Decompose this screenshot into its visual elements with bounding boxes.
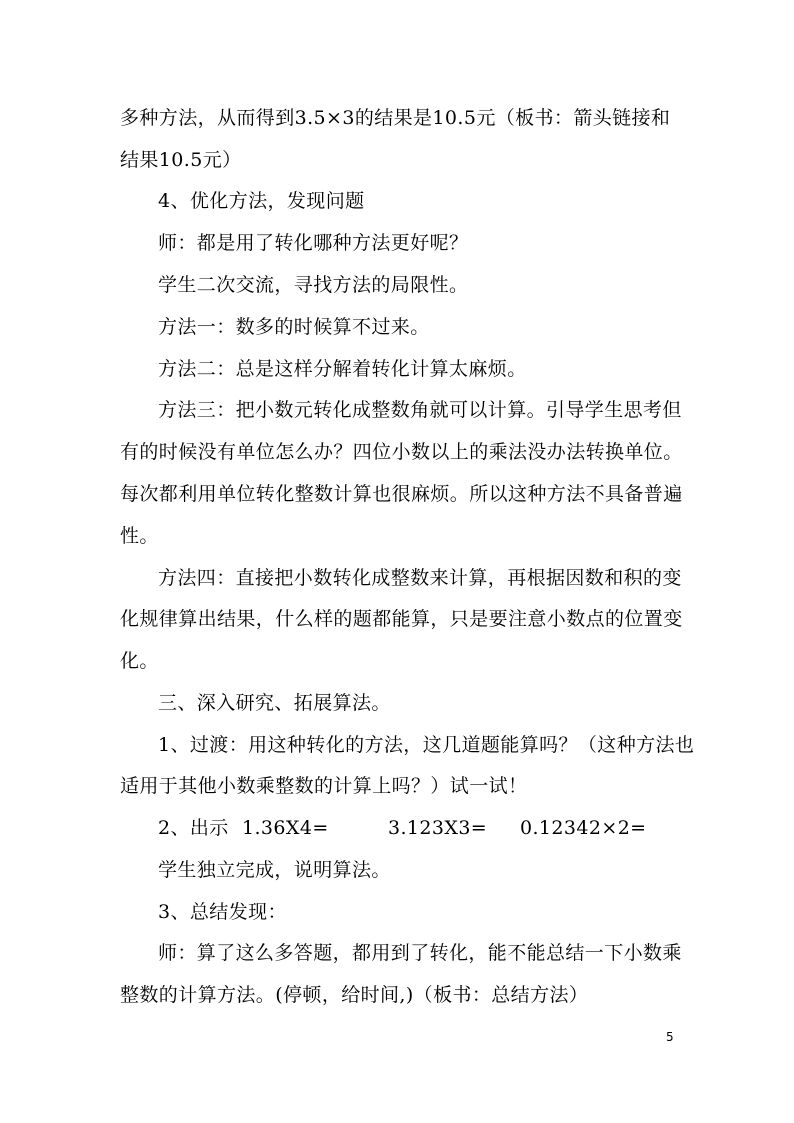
- exercise-item: 0.12342×2=: [520, 817, 647, 839]
- paragraph-line: 适用于其他小数乘整数的计算上吗？）试一试！: [120, 775, 528, 797]
- paragraph-line: 1、过渡：用这种转化的方法，这几道题能算吗？（这种方法也: [158, 734, 695, 756]
- section-heading: 3、总结发现：: [158, 901, 287, 923]
- paragraph-line: 化。: [120, 650, 159, 672]
- exercise-item: 3.123X3=: [388, 817, 488, 839]
- paragraph-line: 学生独立完成，说明算法。: [158, 859, 391, 881]
- paragraph-line: 性。: [120, 525, 159, 547]
- paragraph-line: 学生二次交流，寻找方法的局限性。: [158, 274, 469, 296]
- section-heading: 4、优化方法，发现问题: [158, 190, 365, 212]
- exercise-label: 2、出示: [158, 817, 229, 839]
- page-number: 5: [666, 1030, 674, 1044]
- paragraph-line: 方法一：数多的时候算不过来。: [158, 316, 430, 338]
- paragraph-line: 有的时候没有单位怎么办？四位小数以上的乘法没办法转换单位。: [120, 441, 683, 463]
- exercise-item: 1.36X4=: [242, 817, 329, 839]
- paragraph-line: 化规律算出结果，什么样的题都能算，只是要注意小数点的位置变: [120, 608, 683, 630]
- paragraph-line: 整数的计算方法。(停顿，给时间,)（板书：总结方法）: [120, 984, 589, 1006]
- section-heading: 三、深入研究、拓展算法。: [158, 692, 391, 714]
- paragraph-line: 结果10.5元）: [120, 149, 242, 171]
- paragraph-line: 方法三：把小数元转化成整数角就可以计算。引导学生思考但: [158, 399, 682, 421]
- paragraph-line: 师：都是用了转化哪种方法更好呢？: [158, 232, 469, 254]
- paragraph-line: 方法二：总是这样分解着转化计算太麻烦。: [158, 358, 527, 380]
- paragraph-line: 每次都利用单位转化整数计算也很麻烦。所以这种方法不具备普遍: [120, 483, 683, 505]
- paragraph-line: 多种方法，从而得到3.5×3的结果是10.5元（板书：箭头链接和: [120, 107, 671, 129]
- paragraph-line: 方法四：直接把小数转化成整数来计算，再根据因数和积的变: [158, 567, 682, 589]
- exercise-line: [158, 816, 678, 840]
- paragraph-line: 师：算了这么多答题，都用到了转化，能不能总结一下小数乘: [158, 942, 682, 964]
